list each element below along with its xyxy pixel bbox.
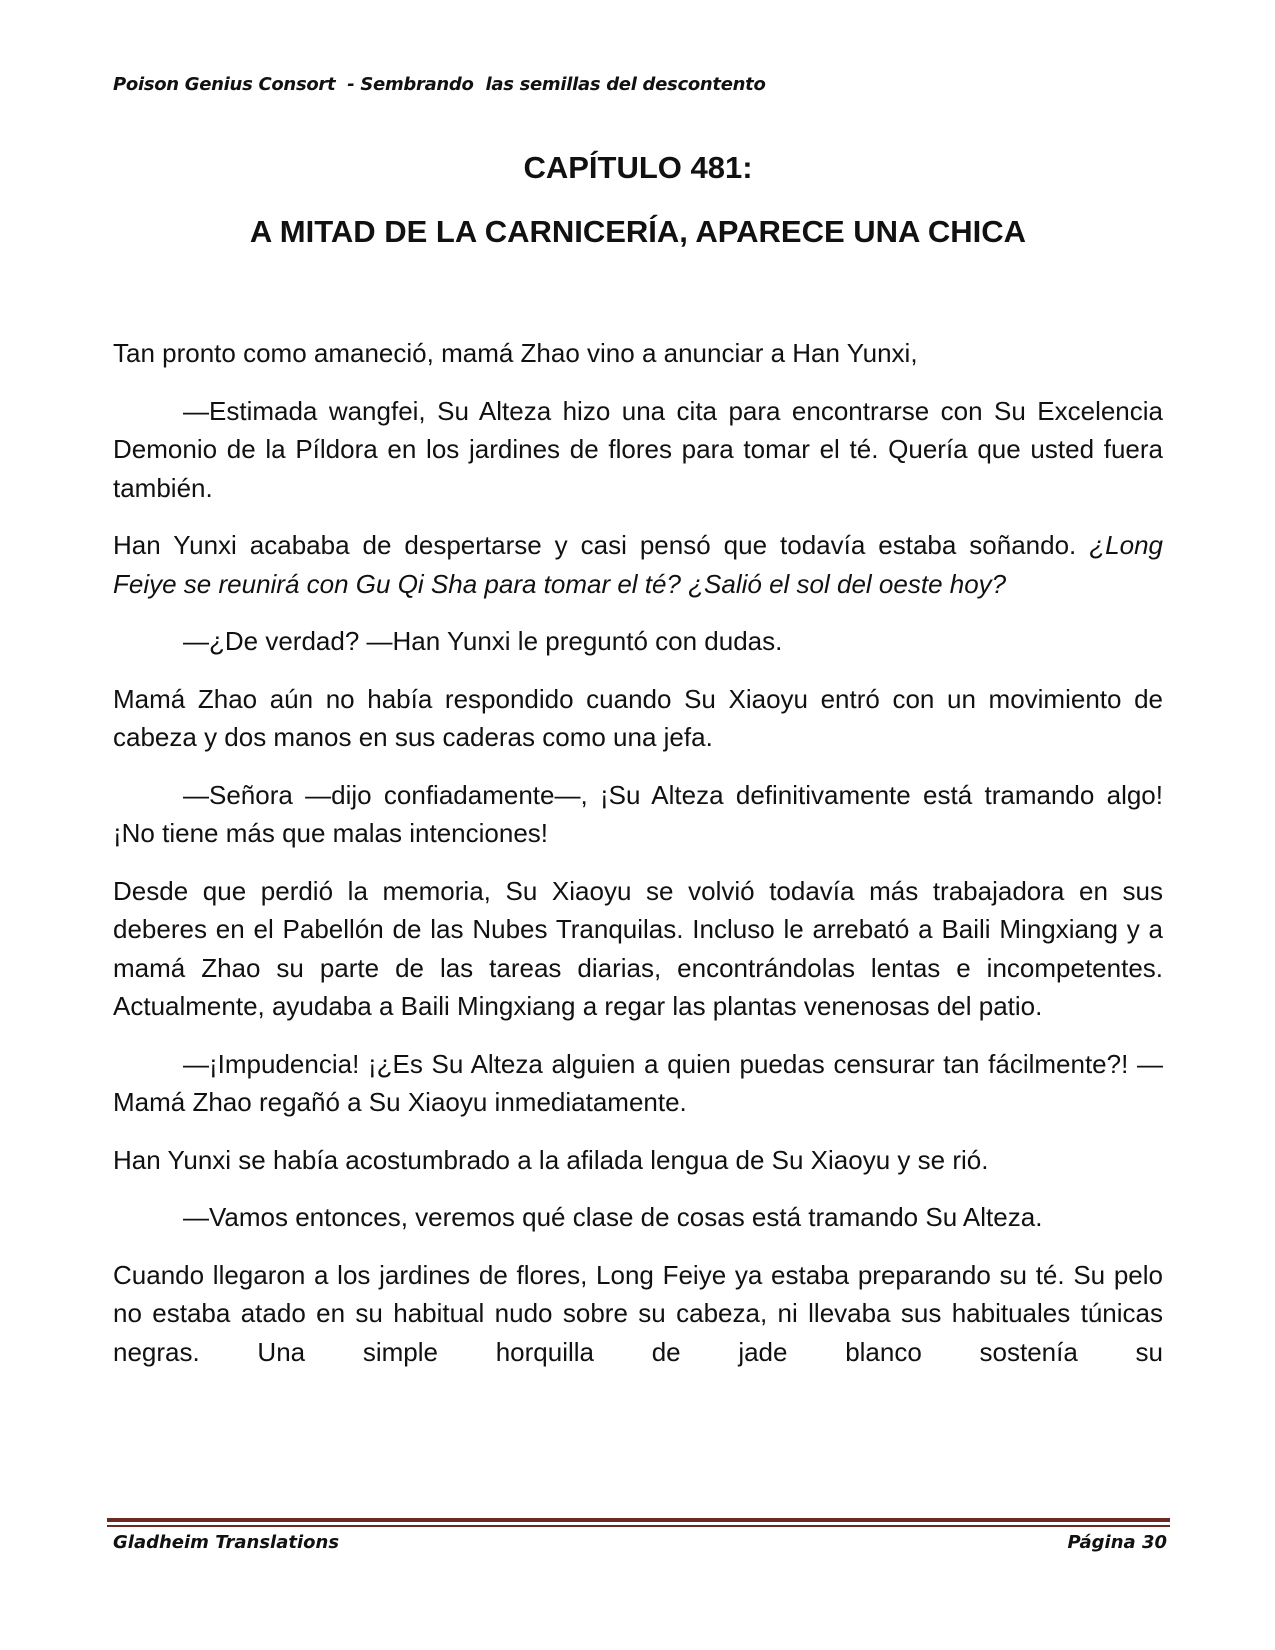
paragraph-text: —Estimada wangfei, Su Alteza hizo una cita para encontrarse con Su Excelencia Demonio de la Píldora en los jardines de flores para tomar el té. Quería que usted fuera también. — [113, 395, 1163, 503]
chapter-number: CAPÍTULO 481: — [523, 150, 753, 185]
footer-rule — [107, 1518, 1170, 1527]
body-text — [113, 334, 1163, 1390]
paragraph-text: Han Yunxi se había acostumbrado a la afilada lengua de Su Xiaoyu y se rió. — [113, 1144, 989, 1175]
footer-rule-thick — [107, 1518, 1170, 1522]
paragraph — [113, 680, 1163, 757]
paragraph — [113, 1256, 1163, 1372]
running-header: Poison Genius Consort - Sembrando las semillas del descontento — [113, 74, 766, 95]
paragraph-text: —Señora —dijo confiadamente—, ¡Su Alteza definitivamente está tramando algo! ¡No tiene más que malas intenciones! — [113, 779, 1163, 848]
chapter-title: A MITAD DE LA CARNICERÍA, APARECE UNA CHICA — [249, 214, 1027, 249]
paragraph-text: Mamá Zhao aún no había respondido cuando Su Xiaoyu entró con un movimiento de cabeza y dos manos en sus caderas como una jefa. — [113, 683, 1163, 752]
paragraph-text: —Vamos entonces, veremos qué clase de cosas está tramando Su Alteza. — [183, 1202, 1043, 1232]
paragraph — [113, 392, 1163, 508]
footer-rule-thin — [107, 1525, 1170, 1527]
paragraph — [113, 526, 1163, 603]
page-number: Página 30 — [1067, 1532, 1167, 1553]
paragraph-text: —¿De verdad? —Han Yunxi le preguntó con dudas. — [183, 626, 783, 656]
footer-publisher: Gladheim Translations — [113, 1532, 340, 1553]
paragraph — [113, 776, 1163, 853]
paragraph — [113, 1045, 1163, 1122]
paragraph-text: Tan pronto como amaneció, mamá Zhao vino a anunciar a Han Yunxi, — [113, 338, 918, 368]
paragraph — [113, 872, 1163, 1026]
paragraph — [113, 1141, 1163, 1180]
paragraph-text: Han Yunxi acababa de despertarse y casi pensó que todavía estaba soñando. — [113, 530, 1090, 560]
inner-thought-text: ¿Long Feiye se reunirá con Gu Qi Sha para tomar el té? ¿Salió el sol del oeste hoy? — [113, 530, 1163, 599]
paragraph — [113, 622, 1163, 661]
paragraph-text: —¡Impudencia! ¡¿Es Su Alteza alguien a quien puedas censurar tan fácilmente?! —Mamá Zhao regañó a Su Xiaoyu inmediatamente. — [113, 1048, 1163, 1117]
paragraph-text: Desde que perdió la memoria, Su Xiaoyu se volvió todavía más trabajadora en sus deberes en el Pabellón de las Nubes Tranquilas. Incluso le arrebató a Baili Mingxiang y a mamá Zhao su parte de las tareas diarias, encontrándolas lentas e incompetentes. Actualmente, ayudaba a Baili Mingxiang a regar las plantas venenosas del patio. — [113, 875, 1163, 1021]
paragraph-text: Cuando llegaron a los jardines de flores, Long Feiye ya estaba preparando su té. Su pelo no estaba atado en su habitual nudo sobre su cabeza, ni llevaba sus habituales túnicas negras. Una simple horquilla de jade blanco sostenía su — [113, 1259, 1163, 1367]
paragraph — [113, 334, 1163, 373]
paragraph — [113, 1198, 1163, 1237]
